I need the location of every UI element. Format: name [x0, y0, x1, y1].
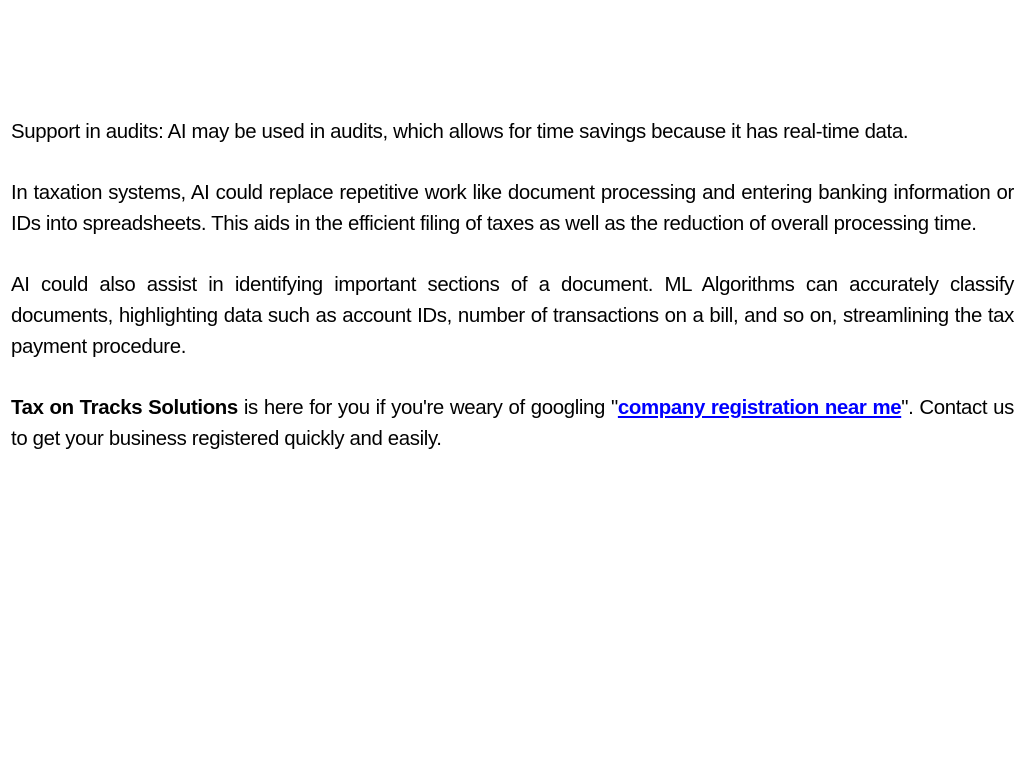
- slide-body: [11, 117, 1014, 455]
- promo-text-after-link: ". Contact us to get your business registered quickly and easily.: [11, 397, 1014, 450]
- company-registration-link[interactable]: company registration near me: [617, 397, 902, 420]
- brand-name: Tax on Tracks Solutions: [11, 397, 238, 420]
- paragraph-audits: Support in audits: AI may be used in audits, which allows for time savings because it has real-time data.: [11, 121, 909, 143]
- paragraph-identification: AI could also assist in identifying important sections of a document. ML Algorithms can accurately classify documents, highlighting data such as account IDs, number of transactions on a bill, and so on, streamlining the tax payment procedure.: [11, 274, 1014, 358]
- paragraph-promo: [11, 393, 1014, 454]
- paragraph-taxation: In taxation systems, AI could replace repetitive work like document processing and entering banking information or IDs into spreadsheets. This aids in the efficient filing of taxes as well as the reduction of overall processing time.: [11, 182, 1014, 236]
- promo-text-before-link: is here for you if you're weary of googling ": [237, 397, 618, 420]
